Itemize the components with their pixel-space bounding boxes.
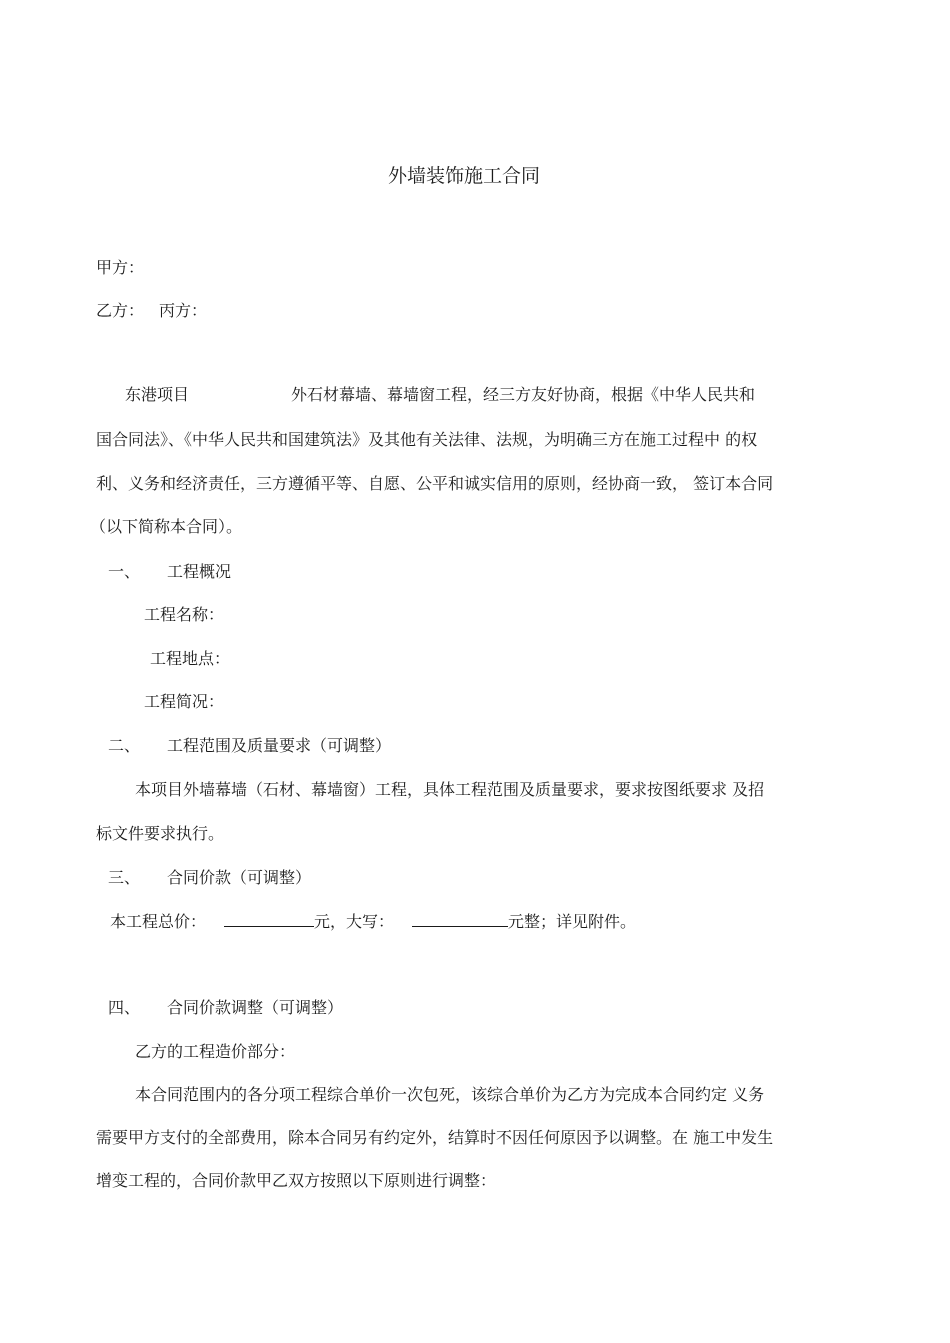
section-3-heading: 合同价款（可调整） <box>167 868 312 887</box>
section-2-number: 二、 <box>108 736 141 755</box>
total-price-label: 本工程总价： <box>110 912 207 931</box>
total-price-suffix: 元整；详见附件。 <box>508 912 637 931</box>
section-2-line-2: 标文件要求执行。 <box>96 824 225 843</box>
section-4-line-1: 本合同范围内的各分项工程综合单价一次包死，该综合单价为乙方为完成本合同约定 义务 <box>135 1085 765 1104</box>
party-c-label: 丙方： <box>159 301 208 320</box>
party-a-label: 甲方： <box>96 258 145 277</box>
preamble-line-1: 外石材幕墙、幕墙窗工程，经三方友好协商，根据《中华人民共和 <box>291 385 756 404</box>
total-price-blank[interactable] <box>224 912 314 927</box>
project-overview-label: 工程简况： <box>144 692 225 711</box>
section-2-heading: 工程范围及质量要求（可调整） <box>167 736 392 755</box>
project-location-label: 工程地点： <box>150 649 231 668</box>
page-title: 外墙装饰施工合同 <box>388 165 541 187</box>
project-name-label: 工程名称： <box>144 605 225 624</box>
section-4-heading: 合同价款调整（可调整） <box>167 998 344 1017</box>
section-3-number: 三、 <box>108 868 141 887</box>
section-1-heading: 工程概况 <box>167 562 232 581</box>
capital-amount-blank[interactable] <box>412 912 508 927</box>
preamble-line-2: 国合同法》、《中华人民共和国建筑法》及其他有关法律、法规，为明确三方在施工过程中 的权 <box>96 430 758 449</box>
preamble-project-name: 东港项目 <box>125 385 190 404</box>
total-price-line <box>110 911 636 933</box>
section-4-number: 四、 <box>108 998 141 1017</box>
section-4-line-2: 需要甲方支付的全部费用，除本合同另有约定外，结算时不因任何原因予以调整。在 施工中发生 <box>96 1128 774 1147</box>
section-4-subheading: 乙方的工程造价部分： <box>135 1042 296 1061</box>
party-b-label: 乙方： <box>96 301 145 320</box>
preamble-line-4: （以下简称本合同）。 <box>90 517 243 536</box>
section-4-line-3: 增变工程的，合同价款甲乙双方按照以下原则进行调整： <box>96 1171 497 1190</box>
capital-amount-label: 元，大写： <box>314 912 395 931</box>
section-2-line-1: 本项目外墙幕墙（石材、幕墙窗）工程，具体工程范围及质量要求，要求按图纸要求 及招 <box>135 780 765 799</box>
section-1-number: 一、 <box>108 562 141 581</box>
preamble-line-3: 利、义务和经济责任，三方遵循平等、自愿、公平和诚实信用的原则，经协商一致， 签订本合同 <box>96 474 774 493</box>
